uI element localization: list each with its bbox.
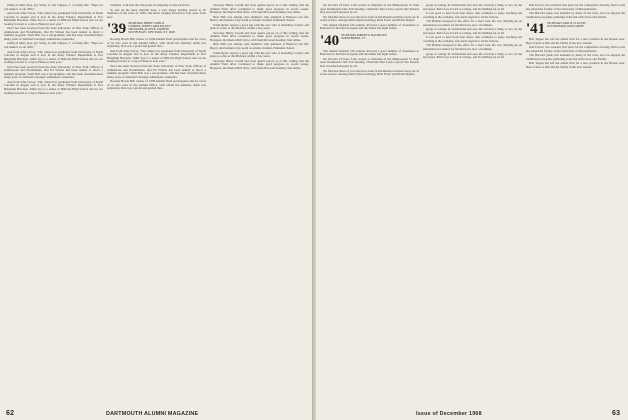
paragraph: Frank Ryder reports a good trip with his son, who is attending Cornell, and plans to retire to the Midwest within a few years.	[210, 22, 309, 31]
paragraph: The annual informal fall reunion attracted a good number of classmates to Hanover for the Harvard game and the dinner the night before.	[320, 22, 419, 31]
class-year: '40	[320, 32, 340, 49]
paragraph: To end on the most cheerful note, a very happy holiday season to all members of the Class of 1939, and here's looking forward to four years from now.	[107, 7, 206, 19]
secretary-line: SECRETARY, HENRY CORELLI	[128, 22, 165, 26]
paragraph: Word has been received from the State University of New York. Offices of Admissions and Enrollments, that Ed Wilson has been named to direct a summer program. Sindt Bob was a ten-graduate, and has been classified these many years as Vermont's strategic admissions counsellor.	[107, 64, 206, 79]
class-year: '39	[107, 21, 127, 38]
paragraph: The Harvard game was attended by many of the class, and we enjoyed the traditional post-game gathering at the Inn with wives and friends.	[526, 11, 625, 19]
secretary-address: NORTH BRIDGE, VT.	[341, 36, 366, 40]
paragraph: Dan Forrest was awarded first prize for his competitive drawing. Bob Lewis has joined the faculty of the University of Massachusetts.	[526, 45, 625, 53]
paragraph: And from John Clever, "Our oldest boy graduated from University of North Carolina in August and is now in the Army Finance Department at Fort Benjamin Harrison. Other boy is a senior at Hillcrest High School and we are looking forward to a trip to Hanover next year."	[4, 49, 103, 65]
paragraph: Word has been received from the State University of New York. Offices of Admissions and Enrollments, that Ed Wilson has been named to direct a summer program. Sindt Bob was a ten-graduate, and has been classified these many years as Vermont's strategic admissions counsellor.	[4, 26, 103, 41]
right-column-2	[423, 4, 522, 404]
paragraph: It was good to hear from Stan Sears, who continues to enjoy teaching and coaching at the academy, and sends regards to all the fellows.	[423, 35, 522, 43]
class-header-40	[320, 34, 419, 48]
paragraph: available. I am sure the class joins in sympathy for his survivors.	[110, 4, 191, 7]
treasurer-address: ISIS FIFTH AVE., NEW YORK, N.Y. 10028	[128, 31, 175, 35]
paragraph: siding of Mary Kay, (2), Vicky, 9, and Chipper, 7, of doing fine. "Hope we can make it to our 30th."	[4, 4, 103, 11]
paragraph: And from John Clever, "Our oldest boy graduated from University of North Carolina in August and is now in the Army Finance Department at Fort Benjamin Harrison. Other boy is a senior at Hillcrest High School and we are looking forward to a trip to Hanover next year."	[4, 11, 103, 26]
paragraph: Dick Heft was among class members who gathered at Hanover last fall. Heavy rain marked a trip north as Adams, Kramer, Edmunds visited.	[210, 42, 309, 51]
left-footer-title: DARTMOUTH ALUMNI MAGAZINE	[106, 411, 199, 417]
paragraph: It was good to hear from Stan Sears, who continues to enjoy teaching and coaching at the academy, and sends regards to all the fellows.	[423, 11, 522, 19]
class-header-39	[107, 22, 206, 36]
secretary-line: SECRETARY, EARL H. CLAYTON	[547, 22, 586, 26]
paragraph: Clif Holmes dropped by the office for a short visit. He was checking up on retirement procedures for his third son, now a freshman.	[423, 43, 522, 52]
left-page-number: 62	[6, 410, 15, 417]
paragraph: Bob Tepper has left the Allied firm for a new position in the Boston area. Best of luck to him and his family in the new venture.	[526, 37, 625, 45]
left-column-2	[107, 4, 206, 404]
secretary-line: SECRETARY, ROBERT W. MACMILLEN	[341, 33, 387, 37]
paragraph: Dick Heft was among class members who gathered at Hanover last fall. Heavy rain marked a trip north as Adams, Kramer, Edmunds visited.	[210, 14, 309, 23]
paragraph: And from John Clever, "Our oldest boy graduated from University of North Carolina in August and is now in the Army Finance Department at Fort Benjamin Harrison. Other boy is a senior at Hillcrest High School and we are looking forward to a trip to Hanover next year."	[4, 79, 103, 95]
paragraph: Frank Ryder reports a good trip with his son, who is attending Cornell, and plans to retire to the Midwest within a few years.	[210, 50, 309, 59]
class-header-41	[526, 22, 625, 36]
paragraph: On October 23 Dave Lilly served as chairman of the Minneapolis St. Paul Area Dartmouth Club Fall meeting. Chairman Mal Lewis reports that Parents Day was much enjoyed by all.	[320, 4, 419, 15]
right-page-number: 63	[612, 410, 621, 417]
right-column-3	[526, 4, 625, 404]
secretary-address: CONKERS, NORTH CAROLINA 28717	[128, 25, 172, 29]
paragraph: The Harvard game was attended by many of the class, and we enjoyed the traditional post-game gathering at the Inn with wives and friends.	[526, 53, 625, 61]
paragraph: Clif Holmes dropped by the office for a short visit. He was checking up on retirement procedures for his third son, now a freshman.	[423, 19, 522, 27]
paragraph: On October 23 Dave Lilly served as chairman of the Minneapolis St. Paul Area Dartmouth Club Fall meeting. Chairman Mal Lewis reports that Parents Day was much enjoyed by all.	[320, 56, 419, 69]
treasurer-line: TREASURER, ALLEN B. VOGHTER	[128, 28, 169, 32]
class-year: '41	[526, 21, 546, 38]
paragraph: The annual informal fall reunion attracted a good number of classmates to Hanover for the Harvard game and the dinner the night before.	[320, 48, 419, 57]
paragraph: Dorothy Bosch Hill, widow of 1938 Alumni Fund participation and for a few of us who were in the Alumni Office, with whom his untimely death was surprising. Don was a grand and guided that...	[107, 37, 206, 49]
left-column-1	[4, 4, 103, 404]
left-column-3	[210, 4, 309, 404]
paragraph: Secretary Henry Corelli and class agents report, as of this writing, that the Alumni Fund drive continued to make good progress in recent weeks. Hodgson, the Marion Bell drive, with Sam McLaren heading class tallies.	[210, 4, 309, 15]
paragraph: We find that those of you who have been in Dartmouth activities lately are in active service. Among them Charles Kellogg, Dick Ewart and Hollis Rogers.	[320, 14, 419, 23]
paragraph: Dan Forrest was awarded first prize for his competitive drawing. Bob Lewis has joined the faculty of the University of Massachusetts.	[526, 4, 625, 11]
paragraph: Bob Tepper has left the Allied firm for a new position in the Boston area. Best of luck to him and his family in the new venture.	[526, 61, 625, 70]
right-footer-title: Issue of December 1968	[416, 411, 482, 417]
paragraph: group in college in Switzerland and sees the old man a thing or two on the ski slopes. Bob's boy is back at college, and it's thrilling for us all.	[423, 27, 522, 35]
paragraph: And from John Clever, "Our oldest boy graduated from University of North Carolina in August and is now in the Army Finance Department at Fort Benjamin Harrison. Other boy is a senior at Hillcrest High School and we are looking forward to a trip to Hanover next year."	[107, 48, 206, 64]
paragraph: Secretary Henry Corelli and class agents report, as of this writing, that the Alumni Fund drive continued to make good progress in recent weeks. Hodgson, the Marion Bell drive, with Sam McLaren heading class tallies.	[210, 30, 309, 42]
paragraph: group in college in Switzerland and sees the old man a thing or two on the ski slopes. Bob's boy is back at college, and it's thrilling for us all.	[423, 4, 522, 11]
paragraph: We find that those of you who have been in Dartmouth activities lately are in active service. Among them Charles Kellogg, Dick Ewart and Hollis Rogers.	[320, 68, 419, 77]
paragraph: Secretary Henry Corelli and class agents report, as of this writing, that the Alumni Fund drive continued to make good progress in recent weeks. Hodgson, the Marion Bell drive, with Sam McLaren heading class tallies.	[210, 58, 309, 70]
paragraph: siding of Mary Kay, (2), Vicky, 9, and Chipper, 7, of doing fine. "Hope we can make it to our 30th."	[4, 41, 103, 50]
paragraph: Dorothy Bosch Hill, widow of 1938 Alumni Fund participation and for a few of us who were in the Alumni Office, with whom his untimely death was surprising. Don was a grand and guided that...	[107, 79, 206, 91]
left-page	[0, 0, 312, 420]
paragraph: Word has been received from the State University of New York. Offices of Admissions and Enrollments, that Ed Wilson has been named to direct a summer program. Sindt Bob was a ten-graduate, and has been classified these many years as Vermont's strategic admissions counsellor.	[4, 64, 103, 80]
secretary-address: OLD ORCHARD, GRAY, MAINE	[547, 25, 584, 29]
right-column-1	[320, 4, 419, 404]
paragraph: group in college in Switzerland and sees the old man a thing or two on the ski slopes. Bob's boy is back at college, and it's thrilling for us all.	[423, 51, 522, 60]
right-page	[316, 0, 628, 420]
